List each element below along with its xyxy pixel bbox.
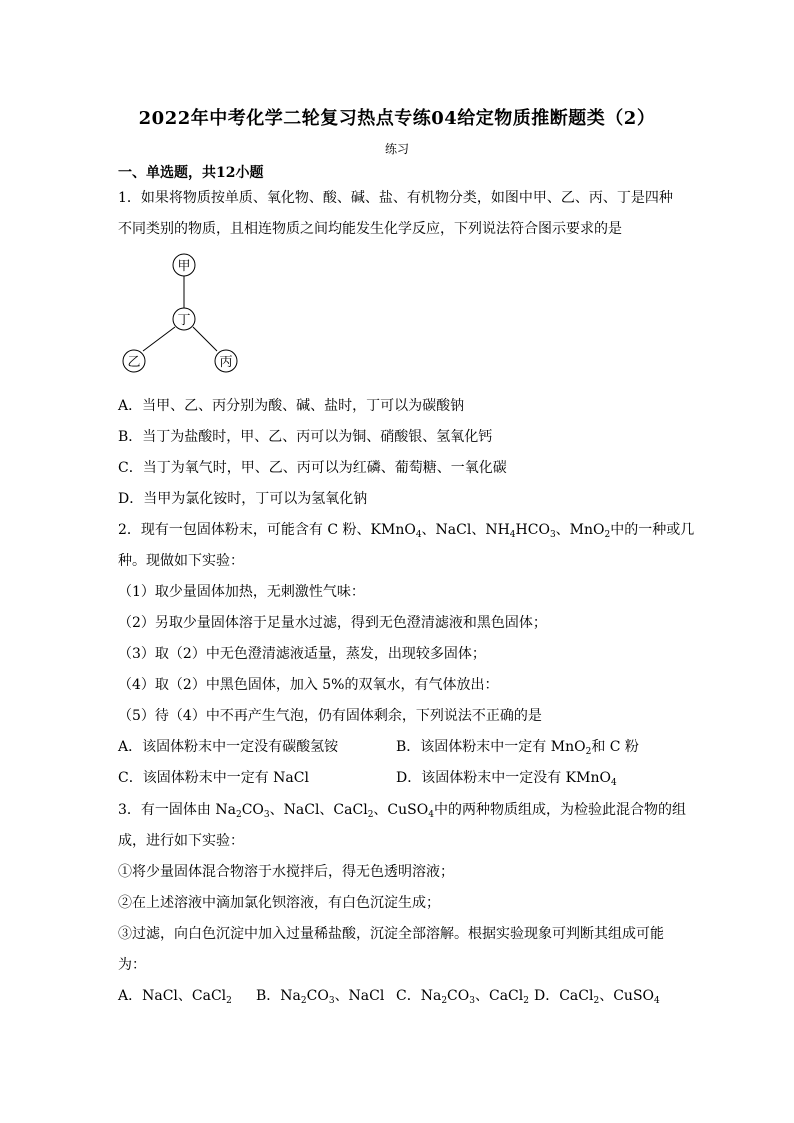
q2-step-3: （3）取（2）中无色澄清滤液适量，蒸发，出现较多固体； [118,646,486,662]
q3-step-3: ③过滤，向白色沉淀中加入过量稀盐酸，沉淀全部溶解。根据实验现象可判断其组成可能 [118,926,664,942]
q1-stem-line1: 1．如果将物质按单质、氧化物、酸、碱、盐、有机物分类，如图中甲、乙、丙、丁是四种 [118,190,673,206]
diagram-label-left: 乙 [127,355,141,370]
q1-option-a: A．当甲、乙、丙分别为酸、碱、盐时，丁可以为碳酸钠 [118,398,465,414]
q3-option-a: A．NaCl、CaCl$_2$ [118,988,232,1006]
q2-option-d: D．该固体粉末中一定没有 KMnO$_4$ [396,770,617,788]
q1-option-c: C．当丁为氧气时，甲、乙、丙可以为红磷、葡萄糖、一氧化碳 [118,460,507,476]
q3-option-b: B．$Na_2CO_3$、NaCl [256,988,385,1006]
q3-option-d: D．CaCl$_2$、CuSO$_4$ [534,988,660,1006]
q3-step-3-cont: 为： [118,957,146,973]
q1-diagram [118,250,248,376]
diagram-edge-left [143,327,175,351]
q1-stem-line2: 不同类别的物质，且相连物质之间均能发生化学反应，下列说法符合图示要求的是 [118,221,622,237]
page-title: 2022年中考化学二轮复习热点专练04给定物质推断题类（2） [138,108,656,129]
diagram-edge-right [193,327,217,351]
diagram-label-right: 丙 [219,355,233,370]
diagram-label-top: 甲 [177,259,191,274]
q3-stem-line2: 成，进行如下实验： [118,833,244,849]
q3-step-2: ②在上述溶液中滴加氯化钡溶液，有白色沉淀生成； [118,895,440,911]
q3-stem-line1: 3．有一固体由 $Na_2CO_3$、NaCl、CaCl$_2$、CuSO$_4$中的两种物质组成，为检验此混合物的组 [118,802,686,820]
page-subtitle: 练习 [384,142,409,156]
q2-option-b: B．该固体粉末中一定有 MnO$_2$和 C 粉 [396,739,639,757]
q3-option-c: C．$Na_2CO_3$、CaCl$_2$ [396,988,529,1006]
q2-step-2: （2）另取少量固体溶于足量水过滤，得到无色澄清滤液和黑色固体； [118,615,547,631]
section-heading: 一、单选题，共12小题 [118,165,264,181]
diagram-label-center: 丁 [177,313,191,328]
q2-stem-line1: 2．现有一包固体粉末，可能含有 C 粉、KMnO$_4$、NaCl、$NH_4HCO_3$、MnO$_2$中的一种或几 [118,522,695,540]
q2-option-a: A．该固体粉末中一定没有碳酸氢铵 [118,739,339,755]
q3-step-1: ①将少量固体混合物溶于水搅拌后，得无色透明溶液； [118,864,454,880]
q1-option-d: D．当甲为氯化铵时，丁可以为氢氧化钠 [118,491,368,507]
q2-step-1: （1）取少量固体加热，无刺激性气味： [118,584,365,600]
q2-stem-line2: 种。现做如下实验： [118,553,244,569]
q1-option-b: B．当丁为盐酸时，甲、乙、丙可以为铜、硝酸银、氢氧化钙 [118,429,493,445]
q2-step-4: （4）取（2）中黑色固体，加入 5%的双氧水，有气体放出： [118,677,499,693]
q2-step-5: （5）待（4）中不再产生气泡，仍有固体剩余，下列说法不正确的是 [118,708,542,724]
q2-option-c: C．该固体粉末中一定有 NaCl [118,770,309,786]
